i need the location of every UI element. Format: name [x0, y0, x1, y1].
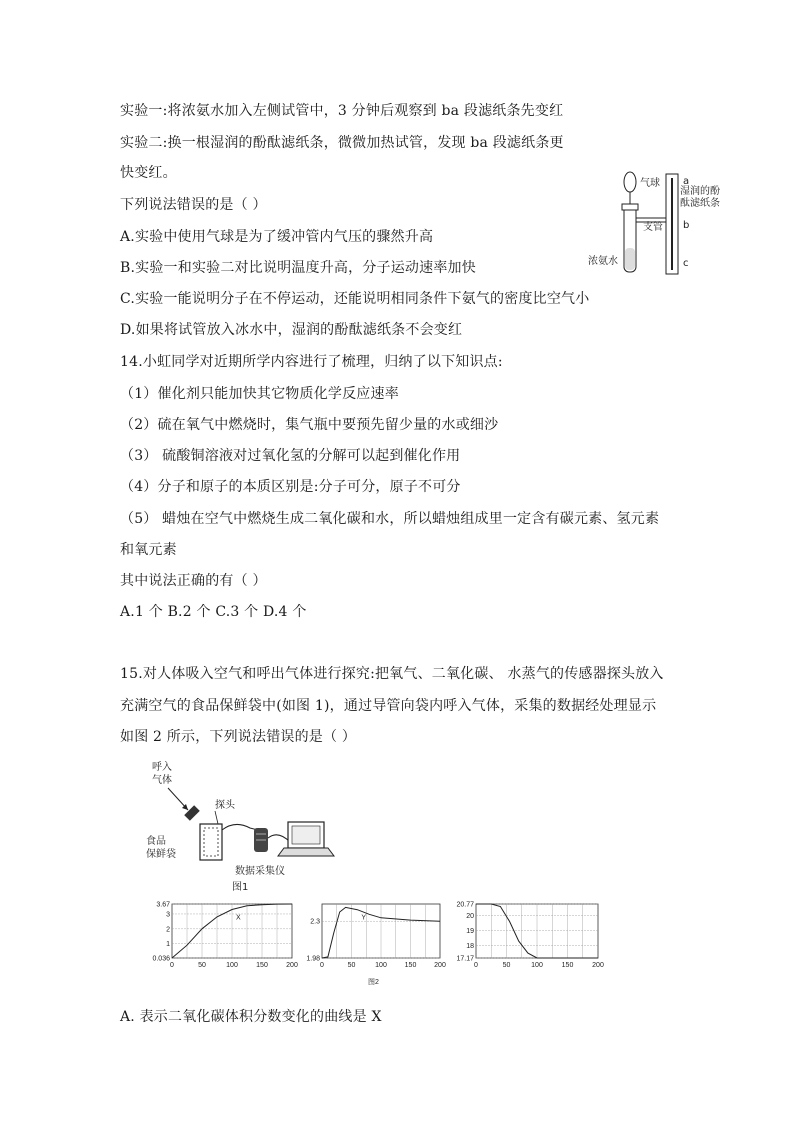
q15-option-a: A. 表示二氧化碳体积分数变化的曲线是 X [120, 1009, 382, 1025]
point-c-label: c [683, 258, 689, 269]
q13-option-d: D.如果将试管放入冰水中，湿润的酚酞滤纸条不会变红 [120, 322, 463, 338]
figure-2-caption-wrap [362, 970, 402, 990]
q15-stem-1: 15.对人体吸入空气和呼出气体进行探究:把氧气、二氧化碳、 水蒸气的传感器探头放入 [120, 666, 664, 682]
y-tick-label: 2.3 [310, 918, 320, 926]
food-bag [200, 824, 222, 860]
q13-exp1: 实验一:将浓氨水加入左侧试管中，3 分钟后观察到 ba 段滤纸条先变红 [120, 103, 564, 119]
chart-panel-3 [456, 902, 603, 970]
y-tick-label: 3.67 [156, 901, 170, 909]
probe-cable [222, 824, 258, 830]
q14-question: 其中说法正确的有（ ） [120, 573, 267, 589]
balloon-shape [624, 172, 636, 192]
strip-label-2: 湿润的酚 [680, 186, 720, 197]
q14-item-3: （3） 硫酸铜溶液对过氧化氢的分解可以起到催化作用 [120, 448, 461, 464]
q14-item-2: （2）硫在氧气中燃烧时，集气瓶中要预先留少量的水或细沙 [120, 417, 499, 433]
q13-question: 下列说法错误的是（ ） [120, 197, 267, 213]
q13-option-c: C.实验一能说明分子在不停运动，还能说明相同条件下氨气的密度比空气小 [120, 291, 590, 307]
x-tick-label: 150 [561, 962, 574, 969]
laptop-base [278, 848, 334, 856]
chart-panel-1 [152, 902, 297, 970]
y-tick-label: 20.77 [456, 901, 474, 909]
x-tick-label: 200 [434, 962, 446, 969]
y-tick-label: 1.98 [306, 955, 320, 963]
x-tick-label: 50 [502, 962, 511, 969]
balloon-label: 气球 [640, 178, 660, 189]
x-tick-label: 150 [256, 962, 268, 969]
q15-stem-3: 如图 2 所示，下列说法错误的是（ ） [120, 729, 357, 745]
q14-item-1: （1）催化剂只能加快其它物质化学反应速率 [120, 386, 399, 402]
x-tick-label: 150 [404, 962, 417, 969]
q15-figure-1 [140, 758, 360, 898]
x-tick-label: 0 [474, 962, 478, 969]
breath-label-1: 呼入 [152, 762, 172, 773]
breath-label-2: 气体 [152, 775, 172, 786]
q13-apparatus-figure [588, 160, 748, 280]
x-tick-label: 200 [592, 962, 604, 969]
strip-label-1: a [683, 176, 690, 187]
figure-2-caption: 图2 [368, 979, 379, 986]
y-tick-label: 1 [166, 941, 170, 949]
x-tick-label: 100 [375, 962, 387, 969]
bag-label-1: 食品 [146, 836, 166, 847]
q13-option-a: A.实验中使用气球是为了缓冲管内气压的骤然升高 [120, 229, 434, 245]
series-label: Y [361, 914, 367, 922]
x-tick-label: 50 [198, 962, 206, 969]
q14-item-5-cont: 和氧元素 [120, 542, 177, 558]
ammonia-label: 浓氨水 [588, 256, 618, 267]
y-tick-label: 17.17 [456, 955, 474, 963]
x-tick-label: 0 [170, 962, 174, 969]
y-tick-label: 2 [166, 926, 170, 934]
figure-1-caption: 图1 [232, 882, 249, 893]
x-tick-label: 100 [531, 962, 543, 969]
x-tick-label: 50 [347, 962, 356, 969]
q13-exp2: 实验二:换一根湿润的酚酞滤纸条，微微加热试管，发现 ba 段滤纸条更 [120, 135, 564, 151]
x-tick-label: 100 [226, 962, 238, 969]
chart-panel-2 [306, 904, 446, 969]
y-tick-label: 3 [166, 911, 170, 919]
q14-item-4: （4）分子和原子的本质区别是:分子可分，原子不可分 [120, 479, 461, 495]
collector-label: 数据采集仪 [235, 866, 285, 877]
y-tick-label: 20 [466, 913, 474, 921]
strip-label-3: 酞滤纸条 [680, 198, 720, 209]
branch-label: 支管 [643, 222, 663, 233]
bag-label-2: 保鲜袋 [146, 849, 176, 860]
q14-item-5: （5） 蜡烛在空气中燃烧生成二氧化碳和水，所以蜡烛组成里一定含有碳元素、氢元素 [120, 511, 660, 527]
x-tick-label: 200 [286, 962, 298, 969]
y-tick-label: 19 [466, 928, 474, 936]
y-tick-label: 18 [466, 943, 474, 951]
series-label: X [236, 914, 241, 922]
q13-option-b: B.实验一和实验二对比说明温度升高，分子运动速率加快 [120, 260, 476, 276]
q15-stem-2: 充满空气的食品保鲜袋中(如图 1)，通过导管向袋内呼入气体，采集的数据经处理显示 [120, 698, 657, 714]
q14-options: A.1 个 B.2 个 C.3 个 D.4 个 [120, 604, 307, 620]
y-tick-label: 0.036 [152, 955, 170, 963]
q13-exp2-cont: 快变红。 [120, 165, 177, 181]
probe-label: 探头 [215, 800, 235, 811]
q14-stem: 14.小虹同学对近期所学内容进行了梳理，归纳了以下知识点: [120, 354, 503, 370]
x-tick-label: 0 [320, 962, 324, 969]
point-b-label: b [683, 220, 690, 231]
